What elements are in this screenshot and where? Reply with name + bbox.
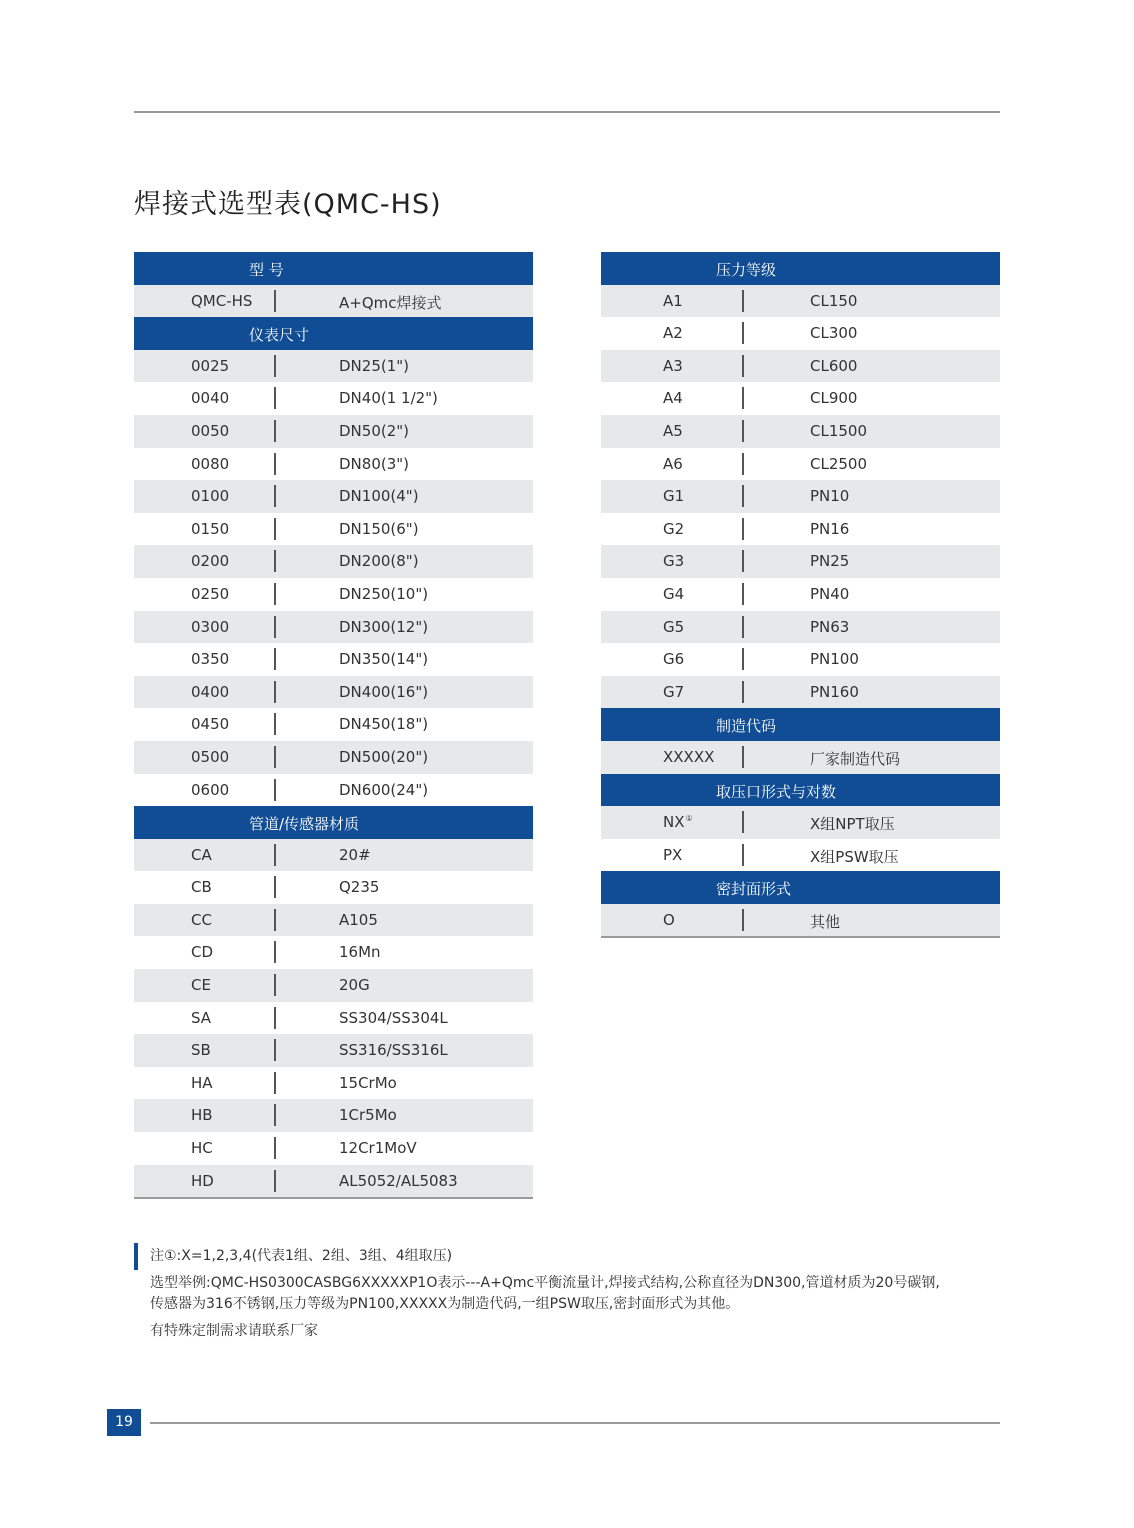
row-code-text: G4 xyxy=(663,584,685,603)
row-code-text: 0025 xyxy=(191,356,230,375)
row-value: PN16 xyxy=(810,519,850,538)
section-header-label: 密封面形式 xyxy=(716,880,792,899)
row-value: DN450(18") xyxy=(339,715,429,734)
row-value: DN500(20") xyxy=(339,747,429,766)
row-code-text: 0250 xyxy=(191,584,230,603)
row-value: DN25(1") xyxy=(339,356,410,375)
row-code-text: 0300 xyxy=(191,617,230,636)
row-code-text: 0200 xyxy=(191,552,230,571)
row-value: PN100 xyxy=(810,650,859,669)
row-separator xyxy=(274,1137,276,1159)
model-selection-table-left xyxy=(134,252,533,1199)
row-value: DN80(3") xyxy=(339,454,410,473)
table-row xyxy=(134,708,533,741)
row-value: DN150(6") xyxy=(339,519,419,538)
row-code xyxy=(663,846,682,864)
row-value: CL300 xyxy=(810,324,858,343)
row-separator xyxy=(274,681,276,703)
row-value: CL600 xyxy=(810,356,858,375)
row-code xyxy=(191,715,229,733)
row-code-text: SB xyxy=(191,1041,211,1060)
table-row xyxy=(134,1034,533,1067)
row-value: DN40(1 1/2") xyxy=(339,389,438,408)
table-row xyxy=(601,350,1000,383)
table-row xyxy=(134,936,533,969)
row-code-text: G3 xyxy=(663,552,685,571)
row-value: 1Cr5Mo xyxy=(339,1106,397,1125)
row-separator xyxy=(274,583,276,605)
row-separator xyxy=(274,941,276,963)
notes-accent-bar xyxy=(134,1243,138,1270)
row-code xyxy=(663,683,684,701)
row-code xyxy=(191,422,229,440)
section-header-label: 型 号 xyxy=(249,261,284,279)
row-separator xyxy=(274,779,276,801)
row-separator xyxy=(742,616,744,638)
row-code-text: A5 xyxy=(663,421,683,440)
row-code-text: SA xyxy=(191,1008,212,1027)
row-code xyxy=(191,1041,211,1059)
row-code-text: G6 xyxy=(663,650,685,669)
row-separator xyxy=(742,681,744,703)
footnote-marker: ① xyxy=(685,814,693,824)
row-code xyxy=(191,389,229,407)
table-row xyxy=(134,969,533,1002)
table-row xyxy=(134,676,533,709)
table-row xyxy=(601,806,1000,839)
row-code xyxy=(191,618,229,636)
table-row xyxy=(601,839,1000,872)
row-value: X组PSW取压 xyxy=(810,847,899,866)
row-code xyxy=(191,943,213,961)
row-code-text: A4 xyxy=(663,389,683,408)
row-separator xyxy=(274,387,276,409)
row-separator xyxy=(742,355,744,377)
row-value: DN250(10") xyxy=(339,584,429,603)
table-row xyxy=(134,871,533,904)
table-row xyxy=(601,480,1000,513)
row-code xyxy=(663,357,683,375)
row-separator xyxy=(274,453,276,475)
row-value: CL2500 xyxy=(810,454,868,473)
table-row xyxy=(601,382,1000,415)
row-separator xyxy=(274,420,276,442)
table-row xyxy=(134,1165,533,1198)
table-row xyxy=(601,676,1000,709)
section-header xyxy=(601,871,1000,904)
row-separator xyxy=(274,290,276,312)
row-separator xyxy=(274,876,276,898)
row-separator xyxy=(742,550,744,572)
row-code-text: XXXXX xyxy=(663,747,715,766)
row-value: DN300(12") xyxy=(339,617,429,636)
section-header xyxy=(134,252,533,285)
section-header xyxy=(601,708,1000,741)
row-code-text: 0600 xyxy=(191,780,230,799)
row-code xyxy=(191,520,229,538)
row-separator xyxy=(274,746,276,768)
row-value: 20G xyxy=(339,976,370,995)
row-separator xyxy=(274,1104,276,1126)
row-code xyxy=(191,1139,213,1157)
row-separator xyxy=(274,1170,276,1192)
row-code-text: PX xyxy=(663,845,683,864)
row-code xyxy=(663,292,683,310)
table-row xyxy=(601,904,1000,937)
section-header xyxy=(601,252,1000,285)
table-row xyxy=(134,904,533,937)
table-row xyxy=(601,643,1000,676)
row-separator xyxy=(274,1072,276,1094)
table-row xyxy=(134,350,533,383)
row-value: CL900 xyxy=(810,389,858,408)
table-row xyxy=(134,839,533,872)
row-code-text: 0150 xyxy=(191,519,230,538)
row-value: PN10 xyxy=(810,487,850,506)
row-code xyxy=(663,520,684,538)
row-code-text: CE xyxy=(191,976,211,995)
row-code-text: HC xyxy=(191,1139,213,1158)
row-separator xyxy=(742,811,744,833)
row-code xyxy=(663,422,683,440)
row-separator xyxy=(742,420,744,442)
row-code xyxy=(191,911,212,929)
row-code xyxy=(191,455,229,473)
row-separator xyxy=(274,1007,276,1029)
row-code xyxy=(191,585,229,603)
row-value: DN600(24") xyxy=(339,780,429,799)
row-code-text: A6 xyxy=(663,454,683,473)
row-code-text: G7 xyxy=(663,682,685,701)
row-code xyxy=(191,357,229,375)
row-value: DN350(14") xyxy=(339,650,429,669)
table-row xyxy=(134,643,533,676)
table-row xyxy=(134,741,533,774)
row-value: DN50(2") xyxy=(339,421,410,440)
top-divider xyxy=(134,111,1000,113)
row-value: Q235 xyxy=(339,878,380,897)
table-row xyxy=(601,317,1000,350)
table-row xyxy=(601,285,1000,318)
row-separator xyxy=(274,485,276,507)
row-code xyxy=(663,748,714,766)
row-separator xyxy=(742,485,744,507)
row-value: 其他 xyxy=(810,912,841,931)
row-code-text: NX xyxy=(663,813,685,832)
row-code xyxy=(663,911,675,929)
row-code-text: 0050 xyxy=(191,421,230,440)
row-code xyxy=(191,748,229,766)
section-header-label: 制造代码 xyxy=(716,717,777,736)
row-code-text: CC xyxy=(191,910,212,929)
row-separator xyxy=(274,518,276,540)
row-separator xyxy=(274,909,276,931)
table-row xyxy=(134,774,533,807)
row-code xyxy=(191,487,229,505)
row-value: A+Qmc焊接式 xyxy=(339,293,442,312)
table-row xyxy=(601,611,1000,644)
row-code-text: 0040 xyxy=(191,389,230,408)
row-code xyxy=(191,292,252,310)
section-header-label: 取压口形式与对数 xyxy=(716,782,837,801)
row-code xyxy=(191,781,229,799)
table-row xyxy=(601,578,1000,611)
table-row xyxy=(134,578,533,611)
row-code xyxy=(191,1106,213,1124)
row-code-text: A1 xyxy=(663,291,683,310)
row-code xyxy=(191,650,229,668)
row-separator xyxy=(274,713,276,735)
table-row xyxy=(134,545,533,578)
row-code-text: A2 xyxy=(663,324,683,343)
row-value: CL150 xyxy=(810,291,858,310)
row-value: 厂家制造代码 xyxy=(810,749,901,768)
row-separator xyxy=(742,290,744,312)
row-code xyxy=(663,389,683,407)
row-code xyxy=(663,650,684,668)
page-title: 焊接式选型表(QMC-HS) xyxy=(134,189,442,220)
row-code xyxy=(191,976,211,994)
row-code xyxy=(191,1009,211,1027)
row-code-text: 0450 xyxy=(191,715,230,734)
row-value: A105 xyxy=(339,910,378,929)
table-row xyxy=(134,382,533,415)
row-separator xyxy=(742,909,744,931)
table-row xyxy=(134,448,533,481)
row-separator xyxy=(742,648,744,670)
row-separator xyxy=(274,355,276,377)
model-selection-table-right xyxy=(601,252,1000,938)
row-value: CL1500 xyxy=(810,421,868,440)
row-code-text: 0500 xyxy=(191,747,230,766)
table-row xyxy=(601,415,1000,448)
table-row xyxy=(134,415,533,448)
row-value: 15CrMo xyxy=(339,1073,397,1092)
table-row xyxy=(134,285,533,318)
section-header xyxy=(134,806,533,839)
bottom-divider xyxy=(150,1422,1000,1424)
row-separator xyxy=(742,844,744,866)
row-code-text: CA xyxy=(191,845,212,864)
section-header-label: 仪表尺寸 xyxy=(249,326,310,345)
table-row xyxy=(134,1067,533,1100)
row-code xyxy=(191,878,212,896)
row-code-text: CB xyxy=(191,878,212,897)
row-code xyxy=(191,683,229,701)
row-code-text: A3 xyxy=(663,356,683,375)
table-row xyxy=(134,611,533,644)
row-value: PN63 xyxy=(810,617,850,636)
table-row xyxy=(134,480,533,513)
note-example-line-1: 选型举例:QMC-HS0300CASBG6XXXXXP1O表示---A+Qmc平衡流量计,焊接式结构,公称直径为DN300,管道材质为20号碳钢, xyxy=(150,1275,940,1291)
row-code-text: 0100 xyxy=(191,487,230,506)
row-code-text: CD xyxy=(191,943,214,962)
note-example-line-2: 传感器为316不锈钢,压力等级为PN100,XXXXX为制造代码,一组PSW取压,密封面形式为其他。 xyxy=(150,1296,740,1312)
section-header xyxy=(601,774,1000,807)
row-code xyxy=(663,487,684,505)
note-contact: 有特殊定制需求请联系厂家 xyxy=(150,1323,318,1339)
row-value: PN160 xyxy=(810,682,859,701)
row-code xyxy=(663,618,684,636)
row-code xyxy=(663,552,684,570)
row-code-text: HD xyxy=(191,1171,214,1190)
row-separator xyxy=(742,583,744,605)
row-value: PN25 xyxy=(810,552,850,571)
row-separator xyxy=(742,746,744,768)
row-separator xyxy=(274,550,276,572)
section-header-label: 压力等级 xyxy=(716,261,777,279)
row-value: DN100(4") xyxy=(339,487,419,506)
row-value: X组NPT取压 xyxy=(810,815,895,834)
row-code xyxy=(191,1172,214,1190)
row-code xyxy=(663,585,684,603)
section-header xyxy=(134,317,533,350)
row-code xyxy=(191,846,212,864)
row-value: AL5052/AL5083 xyxy=(339,1171,458,1190)
table-row xyxy=(601,448,1000,481)
row-code-text: G1 xyxy=(663,487,685,506)
note-footnote: 注①:X=1,2,3,4(代表1组、2组、3组、4组取压) xyxy=(150,1248,453,1264)
row-code-text: HA xyxy=(191,1073,213,1092)
row-separator xyxy=(274,648,276,670)
row-separator xyxy=(274,974,276,996)
row-value: SS316/SS316L xyxy=(339,1041,448,1060)
row-separator xyxy=(742,322,744,344)
table-row xyxy=(601,513,1000,546)
table-row xyxy=(601,741,1000,774)
row-value: 20# xyxy=(339,845,371,864)
row-code xyxy=(191,1074,213,1092)
row-value: 12Cr1MoV xyxy=(339,1139,417,1158)
section-header-label: 管道/传感器材质 xyxy=(249,815,360,834)
row-code-text: 0400 xyxy=(191,682,230,701)
row-code-text: HB xyxy=(191,1106,213,1125)
row-separator xyxy=(274,616,276,638)
row-value: DN400(16") xyxy=(339,682,429,701)
table-row xyxy=(134,1099,533,1132)
page-number: 19 xyxy=(107,1409,141,1436)
table-row xyxy=(134,513,533,546)
row-separator xyxy=(274,1039,276,1061)
table-row xyxy=(134,1132,533,1165)
row-code xyxy=(191,552,229,570)
row-code-text: QMC-HS xyxy=(191,291,253,310)
row-value: SS304/SS304L xyxy=(339,1008,448,1027)
row-code xyxy=(663,813,693,831)
row-separator xyxy=(742,387,744,409)
row-value: DN200(8") xyxy=(339,552,419,571)
row-code-text: G2 xyxy=(663,519,685,538)
row-code-text: O xyxy=(663,910,675,929)
row-code xyxy=(663,324,683,342)
row-code-text: 0080 xyxy=(191,454,230,473)
table-row xyxy=(601,545,1000,578)
row-separator xyxy=(274,844,276,866)
table-row xyxy=(134,1002,533,1035)
row-value: 16Mn xyxy=(339,943,381,962)
row-separator xyxy=(742,453,744,475)
row-code-text: G5 xyxy=(663,617,685,636)
row-value: PN40 xyxy=(810,584,850,603)
row-code-text: 0350 xyxy=(191,650,230,669)
row-separator xyxy=(742,518,744,540)
row-code xyxy=(663,455,683,473)
